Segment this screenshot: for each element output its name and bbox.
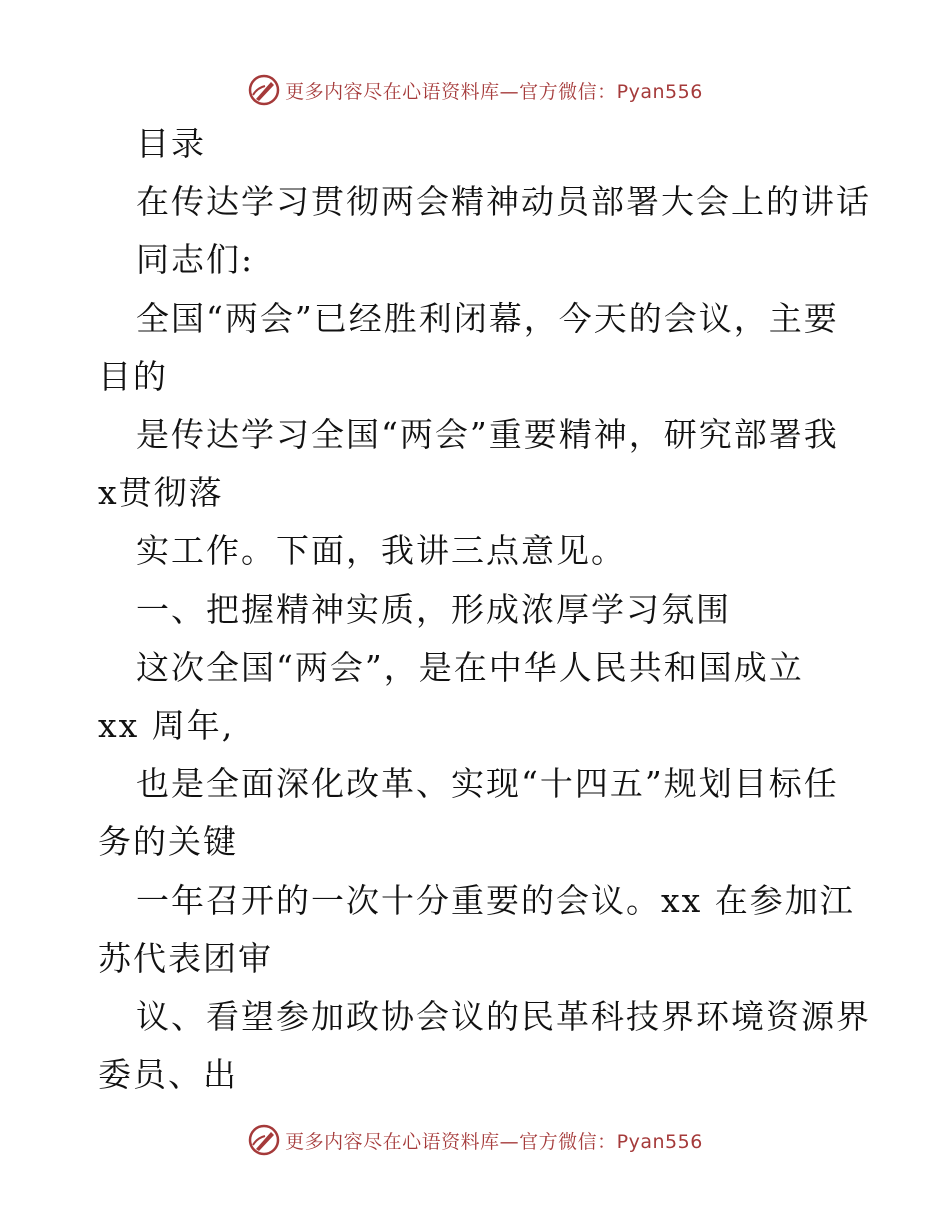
text-line: 苏代表团审 [98, 938, 273, 978]
text-line: 一年召开的一次十分重要的会议。xx 在参加江 [136, 880, 855, 920]
text-line: 也是全面深化改革、实现“十四五”规划目标任 [136, 764, 839, 804]
text-line: 议、看望参加政协会议的民革科技界环境资源界 [136, 997, 871, 1036]
text-line: 委员、出 [98, 1055, 238, 1095]
banner-text: 更多内容尽在心语资料库—官方微信：Pyan556 [285, 1130, 703, 1153]
text-line: 是传达学习全国“两会”重要精神，研究部署我 [136, 415, 839, 454]
text-line: 在传达学习贯彻两会精神动员部署大会上的讲话 [136, 182, 871, 222]
text-line: x贯彻落 [98, 473, 224, 513]
text-line: 这次全国“两会”，是在中华人民共和国成立 [136, 647, 804, 687]
text-line: 全国“两会”已经胜利闭幕，今天的会议，主要 [136, 298, 839, 338]
text-line: 实工作。下面，我讲三点意见。 [136, 531, 626, 571]
text-line: 务的关键 [98, 822, 238, 862]
text-line: xx 周年, [98, 706, 235, 745]
text-line: 目的 [98, 356, 168, 396]
text-line: 一、把握精神实质，形成浓厚学习氛围 [136, 589, 731, 629]
text-line: 目录 [136, 124, 206, 163]
banner-text: 更多内容尽在心语资料库—官方微信：Pyan556 [285, 80, 703, 103]
footer-banner [0, 1120, 950, 1160]
quill-pen-logo-icon [247, 1123, 281, 1157]
quill-pen-logo-icon [247, 73, 281, 107]
text-line: 同志们: [136, 240, 255, 280]
header-banner [0, 70, 950, 110]
